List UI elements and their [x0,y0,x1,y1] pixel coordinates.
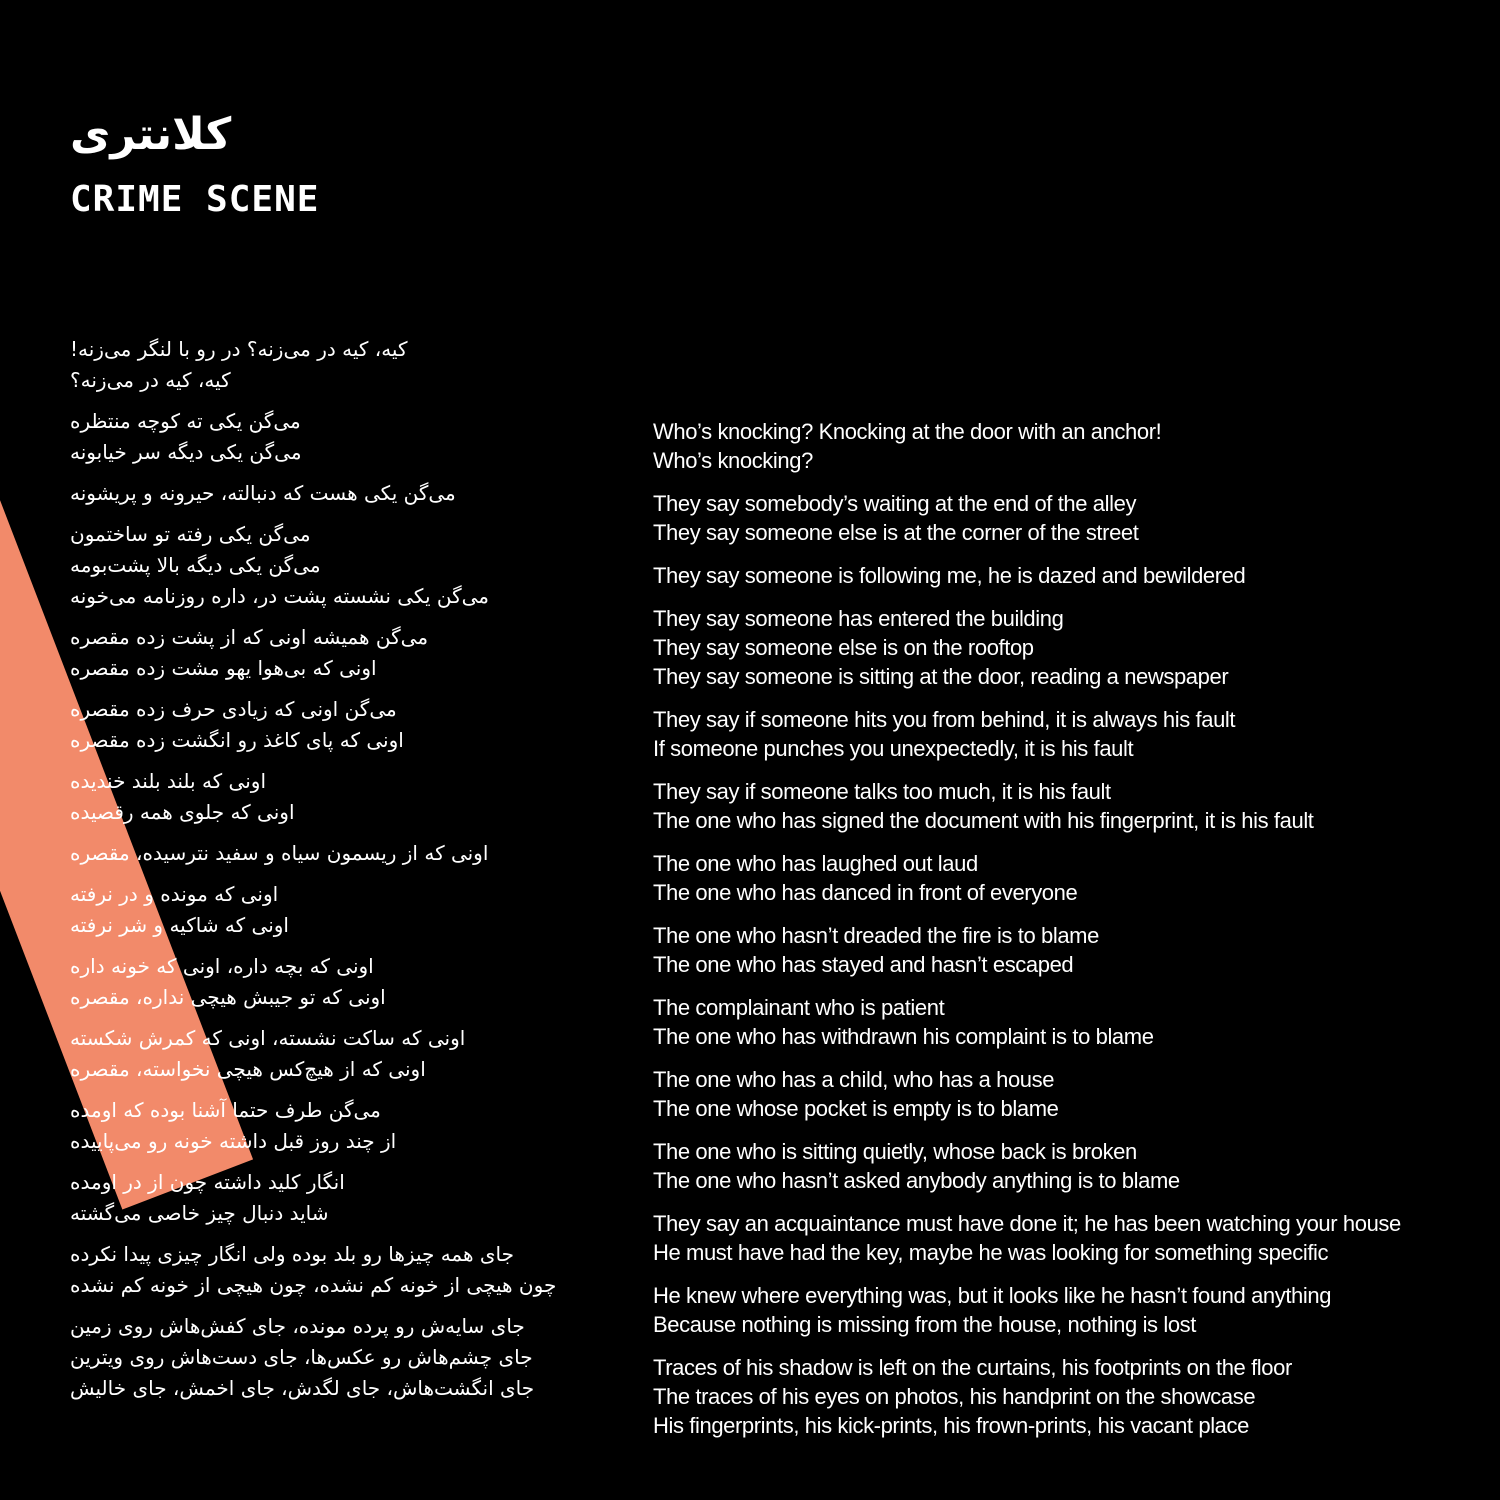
persian-line: جای سایه‌ش رو پرده مونده، جای کفش‌هاش روی زمین [70,1314,525,1338]
persian-stanza [70,478,630,509]
english-line: They say somebody’s waiting at the end of the alley [653,491,1137,516]
persian-line: می‌گن یکی نشسته پشت در، داره روزنامه می‌خونه [70,584,490,608]
english-line: He knew where everything was, but it looks like he hasn’t found anything [653,1283,1332,1308]
persian-line: جای همه چیزها رو بلد بوده ولی انگار چیزی پیدا نکرده [70,1242,514,1266]
english-line: Traces of his shadow is left on the curtains, his footprints on the floor [653,1355,1292,1380]
english-line: His fingerprints, his kick-prints, his frown-prints, his vacant place [653,1413,1249,1438]
english-stanza [653,705,1473,763]
english-stanza [653,1209,1473,1267]
english-line: Because nothing is missing from the house, nothing is lost [653,1312,1196,1337]
title-english: CRIME SCENE [70,179,320,220]
persian-line: اونی که شاکیه و شر نرفته [70,913,289,937]
english-line: The one who has signed the document with his fingerprint, it is his fault [653,808,1314,833]
persian-line: چون هیچی از خونه کم نشده، چون هیچی از خونه کم نشده [70,1273,557,1297]
english-stanza [653,1353,1473,1440]
english-stanza [653,604,1473,691]
persian-stanza [70,1167,630,1229]
persian-stanza [70,622,630,684]
english-stanza [653,993,1473,1051]
english-line: They say someone is sitting at the door, reading a newspaper [653,664,1229,689]
english-stanza [653,1065,1473,1123]
persian-line: اونی که تو جیبش هیچی نداره، مقصره [70,985,386,1009]
title-persian: کلانتری [70,109,232,160]
persian-line: کیه، کیه در می‌زنه؟ [70,368,231,392]
persian-stanza [70,879,630,941]
persian-line: انگار کلید داشته چون از در اومده [70,1170,345,1194]
english-stanza [653,849,1473,907]
english-stanza [653,1137,1473,1195]
english-line: The one who has danced in front of everyone [653,880,1078,905]
english-line: The one who hasn’t dreaded the fire is to blame [653,923,1099,948]
english-line: If someone punches you unexpectedly, it is his fault [653,736,1134,761]
english-line: The complainant who is patient [653,995,945,1020]
persian-line: جای انگشت‌هاش، جای لگدش، جای اخمش، جای خالیش [70,1376,535,1400]
english-line: The one who is sitting quietly, whose back is broken [653,1139,1137,1164]
persian-line: از چند روز قبل داشته خونه رو می‌پاییده [70,1129,397,1153]
persian-stanza [70,406,630,468]
english-line: Who’s knocking? [653,448,813,473]
persian-stanza [70,1023,630,1085]
persian-line: می‌گن یکی رفته تو ساختمون [70,522,311,546]
persian-line: اونی که بلند بلند خندیده [70,769,267,793]
persian-stanza [70,519,630,612]
persian-stanza [70,766,630,828]
persian-lyrics [70,334,630,1414]
english-line: The one who has stayed and hasn’t escaped [653,952,1074,977]
english-line: They say someone has entered the building [653,606,1064,631]
persian-stanza [70,1311,630,1404]
english-line: They say an acquaintance must have done it; he has been watching your house [653,1211,1401,1236]
persian-line: اونی که پای کاغذ رو انگشت زده مقصره [70,728,404,752]
persian-stanza [70,334,630,396]
persian-line: اونی که از ریسمون سیاه و سفید نترسیده، مقصره [70,841,489,865]
persian-line: اونی که بچه داره، اونی که خونه داره [70,954,374,978]
persian-line: می‌گن اونی که زیادی حرف زده مقصره [70,697,397,721]
english-line: The one who has laughed out laud [653,851,978,876]
english-line: The one who hasn’t asked anybody anything is to blame [653,1168,1180,1193]
english-line: They say someone else is at the corner of the street [653,520,1139,545]
persian-stanza [70,694,630,756]
persian-line: شاید دنبال چیز خاصی می‌گشته [70,1201,329,1225]
persian-stanza [70,1239,630,1301]
english-line: The traces of his eyes on photos, his handprint on the showcase [653,1384,1256,1409]
persian-line: اونی که ساکت نشسته، اونی که کمرش شکسته [70,1026,466,1050]
english-stanza [653,777,1473,835]
english-line: They say if someone hits you from behind, it is always his fault [653,707,1236,732]
english-stanza [653,417,1473,475]
persian-stanza [70,838,630,869]
persian-line: اونی که از هیچ‌کس هیچی نخواسته، مقصره [70,1057,426,1081]
persian-line: اونی که جلوی همه رقصیده [70,800,295,824]
english-stanza [653,561,1473,590]
english-stanza [653,921,1473,979]
english-line: The one whose pocket is empty is to blame [653,1096,1059,1121]
english-stanza [653,1281,1473,1339]
persian-line: می‌گن همیشه اونی که از پشت زده مقصره [70,625,429,649]
english-line: They say if someone talks too much, it is his fault [653,779,1111,804]
persian-line: اونی که مونده و در نرفته [70,882,279,906]
persian-line: کیه، کیه در می‌زنه؟ در رو با لنگر می‌زنه! [70,337,408,361]
persian-line: اونی که بی‌هوا یهو مشت زده مقصره [70,656,377,680]
persian-line: می‌گن یکی هست که دنبالته، حیرونه و پریشونه [70,481,456,505]
persian-stanza [70,1095,630,1157]
persian-stanza [70,951,630,1013]
persian-line: می‌گن یکی ته کوچه منتظره [70,409,301,433]
persian-line: می‌گن طرف حتما آشنا بوده که اومده [70,1098,381,1122]
english-lyrics [653,417,1473,1454]
persian-line: جای چشم‌هاش رو عکس‌ها، جای دست‌هاش روی ویترین [70,1345,533,1369]
persian-line: می‌گن یکی دیگه سر خیابونه [70,440,302,464]
persian-line: می‌گن یکی دیگه بالا پشت‌بومه [70,553,321,577]
english-stanza [653,489,1473,547]
english-line: The one who has a child, who has a house [653,1067,1055,1092]
english-line: He must have had the key, maybe he was looking for something specific [653,1240,1329,1265]
english-line: Who’s knocking? Knocking at the door with an anchor! [653,419,1162,444]
english-line: They say someone else is on the rooftop [653,635,1034,660]
english-line: The one who has withdrawn his complaint is to blame [653,1024,1154,1049]
english-line: They say someone is following me, he is dazed and bewildered [653,563,1246,588]
